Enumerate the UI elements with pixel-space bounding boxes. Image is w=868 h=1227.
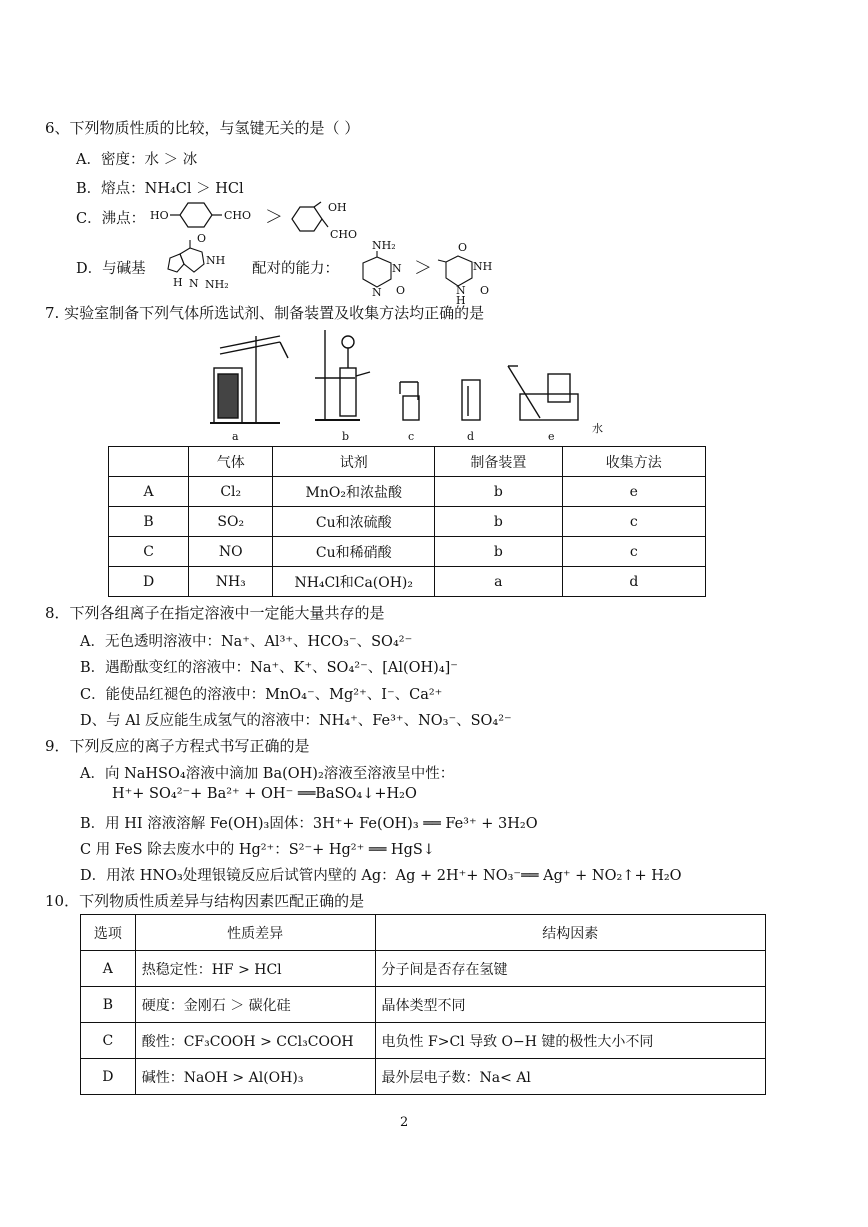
q8-option-b: B．遇酚酞变红的溶液中：Na⁺、K⁺、SO₄²⁻、[Al(OH)₄]⁻ xyxy=(80,660,458,676)
table-header-cell: 性质差异 xyxy=(135,915,375,951)
table-cell: Cu和浓硫酸 xyxy=(273,507,435,537)
guanine-h: H xyxy=(173,276,183,289)
o-hydroxybenzaldehyde-structure xyxy=(290,205,330,235)
table-row xyxy=(81,1059,766,1095)
table-row xyxy=(81,951,766,987)
table-header-cell: 试剂 xyxy=(273,447,435,477)
q6-c-cho2: CHO xyxy=(330,228,358,241)
apparatus-a-image xyxy=(210,336,288,423)
q9-option-a: A．向 NaHSO₄溶液中滴加 Ba(OH)₂溶液至溶液呈中性： xyxy=(80,766,455,782)
table-cell: b xyxy=(435,477,563,507)
table-row xyxy=(109,567,706,597)
table-header-cell: 选项 xyxy=(81,915,136,951)
table-cell: Cl₂ xyxy=(189,477,273,507)
p-hydroxybenzaldehyde-structure xyxy=(170,200,230,230)
thymine-h: H xyxy=(456,294,466,307)
table-cell: A xyxy=(109,477,189,507)
apparatus-c-image xyxy=(400,382,419,420)
table-header-row xyxy=(81,915,766,951)
q6-option-b: B．熔点：NH₄Cl ＞ HCl xyxy=(76,181,244,197)
q6-option-c-label: C．沸点： xyxy=(76,211,146,227)
table-cell: 电负性 F>Cl 导致 O−H 键的极性大小不同 xyxy=(375,1023,765,1059)
cytosine-n-bottom: N xyxy=(372,286,382,299)
table-header-cell: 收集方法 xyxy=(562,447,705,477)
apparatus-c-label: c xyxy=(408,430,415,443)
page-number: 2 xyxy=(400,1115,409,1130)
cytosine-o: O xyxy=(396,284,406,297)
thymine-o: O xyxy=(480,284,490,297)
guanine-o: O xyxy=(197,232,207,245)
table-row xyxy=(109,507,706,537)
table-header-cell xyxy=(109,447,189,477)
cytosine-nh2: NH₂ xyxy=(372,239,396,252)
apparatus-b-label: b xyxy=(342,430,350,443)
q6-option-a: A．密度：水 ＞ 冰 xyxy=(76,152,198,168)
thymine-o-top: O xyxy=(458,241,468,254)
table-cell: 碱性：NaOH > Al(OH)₃ xyxy=(135,1059,375,1095)
thymine-nh: NH xyxy=(473,260,493,273)
table-cell: 晶体类型不同 xyxy=(375,987,765,1023)
table-header-cell: 气体 xyxy=(189,447,273,477)
table-cell: NH₄Cl和Ca(OH)₂ xyxy=(273,567,435,597)
q8-option-c: C．能使品红褪色的溶液中：MnO₄⁻、Mg²⁺、I⁻、Ca²⁺ xyxy=(80,687,443,703)
table-header-row xyxy=(109,447,706,477)
q6-c-gt: ＞ xyxy=(265,207,283,228)
table-cell: c xyxy=(562,537,705,567)
q8-stem: 8．下列各组离子在指定溶液中一定能大量共存的是 xyxy=(45,604,385,622)
guanine-nh: NH xyxy=(206,254,226,267)
water-label: 水 xyxy=(592,422,603,435)
table-cell: e xyxy=(562,477,705,507)
table-cell: 硬度：金刚石 ＞ 碳化硅 xyxy=(135,987,375,1023)
apparatus-d-image xyxy=(462,380,480,420)
apparatus-e-image xyxy=(508,366,578,420)
table-cell: c xyxy=(562,507,705,537)
q6-option-d-mid: 配对的能力： xyxy=(252,261,339,277)
table-cell: b xyxy=(435,537,563,567)
q7-stem: 7. 实验室制备下列气体所选试剂、制备装置及收集方法均正确的是 xyxy=(45,304,485,322)
guanine-nh2: NH₂ xyxy=(205,278,229,291)
table-cell: NO xyxy=(189,537,273,567)
table-cell: d xyxy=(562,567,705,597)
table-cell: A xyxy=(81,951,136,987)
table-cell: D xyxy=(81,1059,136,1095)
q9-stem: 9．下列反应的离子方程式书写正确的是 xyxy=(45,737,310,755)
table-cell: 最外层电子数：Na< Al xyxy=(375,1059,765,1095)
apparatus-diagram xyxy=(200,328,620,443)
q9-option-b: B．用 HI 溶液溶解 Fe(OH)₃固体：3H⁺+ Fe(OH)₃ ══ Fe³⁺ + 3H₂O xyxy=(80,816,538,832)
table-cell: 酸性：CF₃COOH > CCl₃COOH xyxy=(135,1023,375,1059)
q8-option-a: A．无色透明溶液中：Na⁺、Al³⁺、HCO₃⁻、SO₄²⁻ xyxy=(80,634,413,650)
table-cell: C xyxy=(81,1023,136,1059)
table-cell: 分子间是否存在氢键 xyxy=(375,951,765,987)
apparatus-a-label: a xyxy=(232,430,239,443)
q9-option-a-equation: H⁺+ SO₄²⁻+ Ba²⁺ + OH⁻ ══BaSO₄↓+H₂O xyxy=(112,786,417,802)
q8-option-d: D、与 Al 反应能生成氢气的溶液中：NH₄⁺、Fe³⁺、NO₃⁻、SO₄²⁻ xyxy=(80,713,512,729)
q9-option-c: C 用 FeS 除去废水中的 Hg²⁺：S²⁻+ Hg²⁺ ══ HgS↓ xyxy=(80,842,435,858)
table-cell: MnO₂和浓盐酸 xyxy=(273,477,435,507)
q10-stem: 10．下列物质性质差异与结构因素匹配正确的是 xyxy=(45,892,365,910)
q9-option-d: D．用浓 HNO₃处理银镜反应后试管内壁的 Ag：Ag + 2H⁺+ NO₃⁻══ Ag⁺ + NO₂↑+ H₂O xyxy=(80,868,682,884)
table-cell: B xyxy=(81,987,136,1023)
q6-c-cho: CHO xyxy=(224,209,252,222)
table-row xyxy=(109,537,706,567)
table-cell: Cu和稀硝酸 xyxy=(273,537,435,567)
thymine-n: N xyxy=(456,284,466,297)
table-cell: D xyxy=(109,567,189,597)
table-cell: B xyxy=(109,507,189,537)
table-header-cell: 结构因素 xyxy=(375,915,765,951)
guanine-n: N xyxy=(189,277,199,290)
table-cell: SO₂ xyxy=(189,507,273,537)
q6-stem: 6、下列物质性质的比较，与氢键无关的是（ ） xyxy=(45,119,360,137)
table-cell: b xyxy=(435,507,563,537)
table-row xyxy=(81,1023,766,1059)
table-cell: 热稳定性：HF > HCl xyxy=(135,951,375,987)
q7-table xyxy=(108,446,706,597)
table-cell: NH₃ xyxy=(189,567,273,597)
q6-d-gt: ＞ xyxy=(414,258,432,279)
q10-table xyxy=(80,914,766,1095)
table-cell: C xyxy=(109,537,189,567)
q6-option-d-label: D．与碱基 xyxy=(76,261,146,277)
q6-c-oh: OH xyxy=(328,201,347,214)
apparatus-b-image xyxy=(315,330,370,420)
apparatus-d-label: d xyxy=(467,430,475,443)
table-cell: a xyxy=(435,567,563,597)
q6-c-ho: HO xyxy=(150,209,169,222)
apparatus-e-label: e xyxy=(548,430,555,443)
table-row xyxy=(81,987,766,1023)
table-row xyxy=(109,477,706,507)
table-header-cell: 制备装置 xyxy=(435,447,563,477)
cytosine-n: N xyxy=(392,262,402,275)
